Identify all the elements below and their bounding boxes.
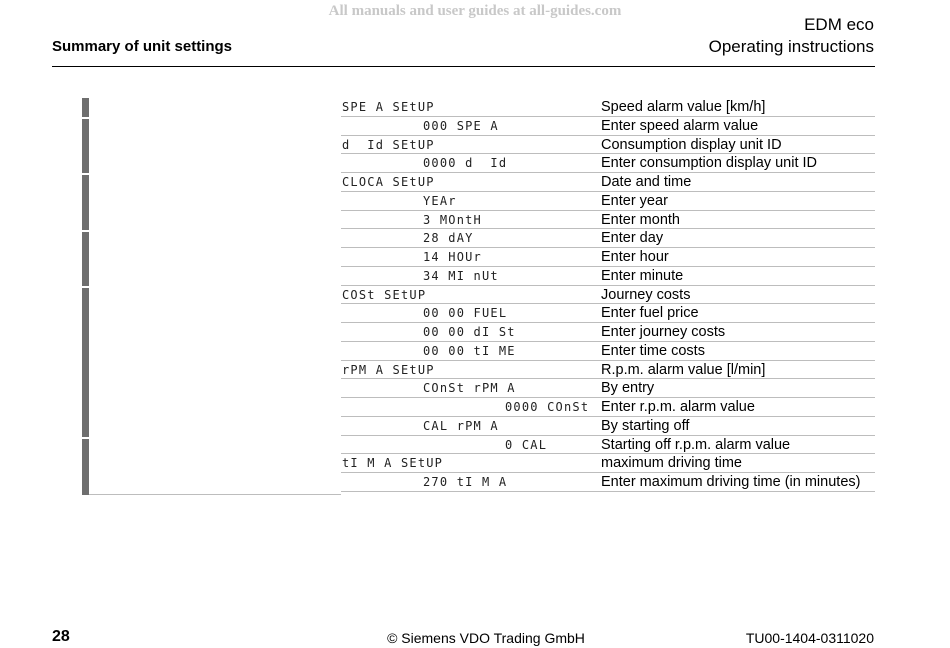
setting-description: maximum driving time: [601, 455, 742, 472]
setting-description: Enter journey costs: [601, 324, 726, 340]
lcd-display-text: 00 00 FUEL: [423, 306, 508, 321]
table-row: [341, 361, 875, 380]
table-row: [341, 454, 875, 473]
setting-description: Enter day: [601, 230, 664, 247]
table-row: [341, 473, 875, 492]
document-code: TU00-1404-0311020: [745, 630, 874, 646]
lcd-display-text: SPE A SEtUP: [342, 100, 435, 114]
side-bar-separator: [82, 286, 89, 288]
setting-description: Date and time: [601, 174, 692, 190]
settings-table: [341, 98, 875, 492]
table-row: [341, 267, 875, 286]
lcd-display-text: 0000 COnSt: [505, 400, 590, 414]
setting-description: R.p.m. alarm value [l/min]: [601, 361, 766, 378]
table-row: [341, 436, 875, 455]
setting-description: Enter minute: [601, 267, 684, 284]
setting-description: By starting off: [601, 417, 690, 434]
lcd-display-text: 14 HOUr: [423, 250, 482, 264]
setting-description: Enter time costs: [601, 342, 705, 359]
setting-description: Enter speed alarm value: [601, 117, 759, 134]
product-name: EDM eco: [804, 15, 874, 34]
setting-description: Consumption display unit ID: [601, 136, 782, 153]
header-rule: [52, 66, 875, 67]
lcd-display-text: tI M A SEtUP: [342, 456, 444, 471]
lcd-display-text: 0 CAL: [505, 437, 548, 452]
table-row: [341, 323, 875, 342]
side-bar-separator: [82, 437, 89, 439]
lcd-display-text: COSt SEtUP: [342, 287, 427, 302]
setting-description: Enter r.p.m. alarm value: [601, 399, 755, 415]
lcd-display-text: 00 00 tI ME: [423, 343, 516, 358]
table-row: [341, 379, 875, 398]
setting-description: Enter year: [601, 192, 668, 209]
setting-description: By entry: [601, 380, 655, 397]
table-row: [341, 117, 875, 136]
lcd-display-text: 000 SPE A: [423, 118, 499, 133]
side-bar-separator: [82, 173, 89, 175]
lcd-display-text: 28 dAY: [423, 231, 474, 246]
lcd-display-text: 0000 d Id: [423, 156, 508, 171]
table-row: [341, 398, 875, 417]
side-bar-separator: [82, 117, 89, 119]
side-bar-separator: [82, 230, 89, 232]
table-row: [341, 211, 875, 230]
lcd-display-text: 00 00 dI St: [423, 325, 516, 339]
table-row: [341, 173, 875, 192]
table-row: [341, 304, 875, 323]
setting-description: Enter maximum driving time (in minutes): [601, 474, 861, 490]
lcd-display-text: COnSt rPM A: [423, 381, 516, 396]
lcd-display-text: d Id SEtUP: [342, 137, 435, 152]
lcd-display-text: 34 MI nUt: [423, 268, 499, 283]
document-type: Operating instructions: [708, 37, 874, 56]
table-row: [341, 98, 875, 117]
lcd-display-text: 3 MOntH: [423, 212, 482, 227]
lcd-display-text: CLOCA SEtUP: [342, 175, 435, 189]
table-row: [341, 192, 875, 211]
watermark: All manuals and user guides at all-guides.com: [328, 3, 622, 19]
lcd-display-text: 270 tI M A: [423, 475, 508, 489]
lcd-display-text: YEAr: [423, 193, 457, 208]
page-number: 28: [52, 628, 70, 645]
table-row: [341, 229, 875, 248]
setting-description: Enter fuel price: [601, 305, 699, 322]
table-row: [341, 417, 875, 436]
table-row: [341, 154, 875, 173]
setting-description: Enter hour: [601, 249, 669, 265]
table-row: [341, 248, 875, 267]
publisher: © Siemens VDO Trading GmbH: [387, 630, 585, 646]
lcd-display-text: CAL rPM A: [423, 418, 499, 433]
table-row: [341, 286, 875, 305]
table-row: [341, 136, 875, 155]
table-row: [341, 342, 875, 361]
lcd-display-text: rPM A SEtUP: [342, 362, 435, 377]
setting-description: Enter consumption display unit ID: [601, 155, 817, 172]
setting-description: Enter month: [601, 211, 680, 228]
section-title: Summary of unit settings: [52, 38, 233, 55]
setting-description: Speed alarm value [km/h]: [601, 99, 766, 115]
setting-description: Starting off r.p.m. alarm value: [601, 436, 791, 453]
setting-description: Journey costs: [601, 286, 691, 303]
table-bottom-rule: [89, 494, 341, 495]
side-bar: [82, 98, 89, 495]
